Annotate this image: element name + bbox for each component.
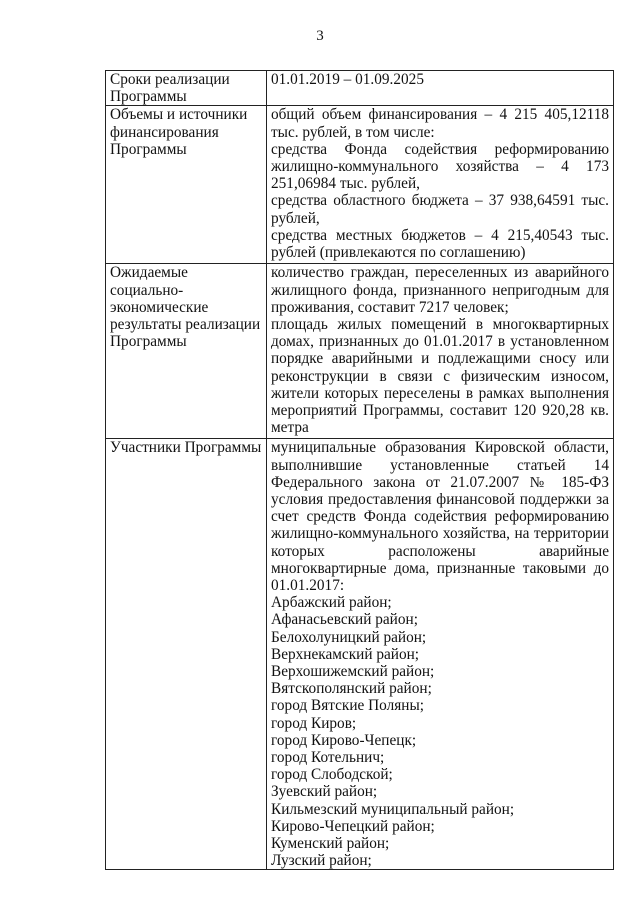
program-passport-table <box>105 70 614 870</box>
row-label-results: Ожидаемые социально-экономические результаты реализации Программы <box>106 264 267 439</box>
row-content-funding <box>267 106 614 264</box>
list-item: Кильмезский муниципальный район; <box>271 800 515 818</box>
row-label-funding: Объемы и источники финансирования Программы <box>106 106 267 264</box>
list-item: Лузский район; <box>271 852 372 870</box>
row-content-results <box>267 264 614 439</box>
list-item: Белохолуницкий район; <box>271 628 427 646</box>
row-label-period: Сроки реализации Программы <box>106 71 267 106</box>
list-item: город Слободской; <box>271 766 393 784</box>
row-content-period <box>267 71 614 106</box>
list-item: Вятскополянский район; <box>271 680 432 698</box>
list-item: Верхнекамский район; <box>271 645 420 663</box>
table-row <box>106 71 614 106</box>
funding-regional: средства областного бюджета – 37 938,64591 тыс. рублей, <box>271 192 609 227</box>
list-item: Куменский район; <box>271 835 390 853</box>
results-citizens: количество граждан, переселенных из аварийного жилищного фонда, признанного непригодным для проживания, составит 7217 человек; <box>271 264 609 316</box>
list-item: Арбажский район; <box>271 594 392 612</box>
funding-fund: средства Фонда содействия реформированию жилищно-коммунального хозяйства – 4 173 251,06984 тыс. рублей, <box>271 140 609 193</box>
list-item: город Вятские Поляны; <box>271 697 425 715</box>
list-item: Кирово-Чепецкий район; <box>271 817 435 835</box>
table-row <box>106 106 614 264</box>
results-area: площадь жилых помещений в многоквартирных домах, признанных до 01.01.2017 в установленном порядке аварийными и подлежащими сносу или реконструкции в связи с физическим износом, жители которых переселены в рамках выполнения мероприятий Программы, составит 120 920,28 кв. метра <box>271 316 609 437</box>
row-content-participants <box>267 439 614 870</box>
list-item: Верхошижемский район; <box>271 663 435 681</box>
list-item: Зуевский район; <box>271 783 378 801</box>
list-item: город Киров; <box>271 714 357 732</box>
list-item: город Кирово-Чепецк; <box>271 731 417 749</box>
list-item: Афанасьевский район; <box>271 611 418 629</box>
page-number: 3 <box>316 28 324 44</box>
table-row <box>106 439 614 870</box>
funding-total: общий объем финансирования – 4 215 405,12118 тыс. рублей, в том числе: <box>271 106 609 141</box>
list-item: город Котельнич; <box>271 749 385 767</box>
funding-local: средства местных бюджетов – 4 215,40543 тыс. рублей (привлекаются по соглашению) <box>271 226 609 262</box>
participants-intro: муниципальные образования Кировской области, выполнившие установленные статьей 14 Федерального закона от 21.07.2007 № 185-ФЗ условия предоставления финансовой поддержки за счет средств Фонда содействия реформированию жилищно-коммунального хозяйства, на территории которых расположены аварийные многоквартирные дома, признанные таковыми до 01.01.2017: <box>271 439 609 595</box>
table-row <box>106 264 614 439</box>
row-label-participants: Участники Программы <box>106 439 267 870</box>
period-value: 01.01.2019 – 01.09.2025 <box>271 71 424 88</box>
